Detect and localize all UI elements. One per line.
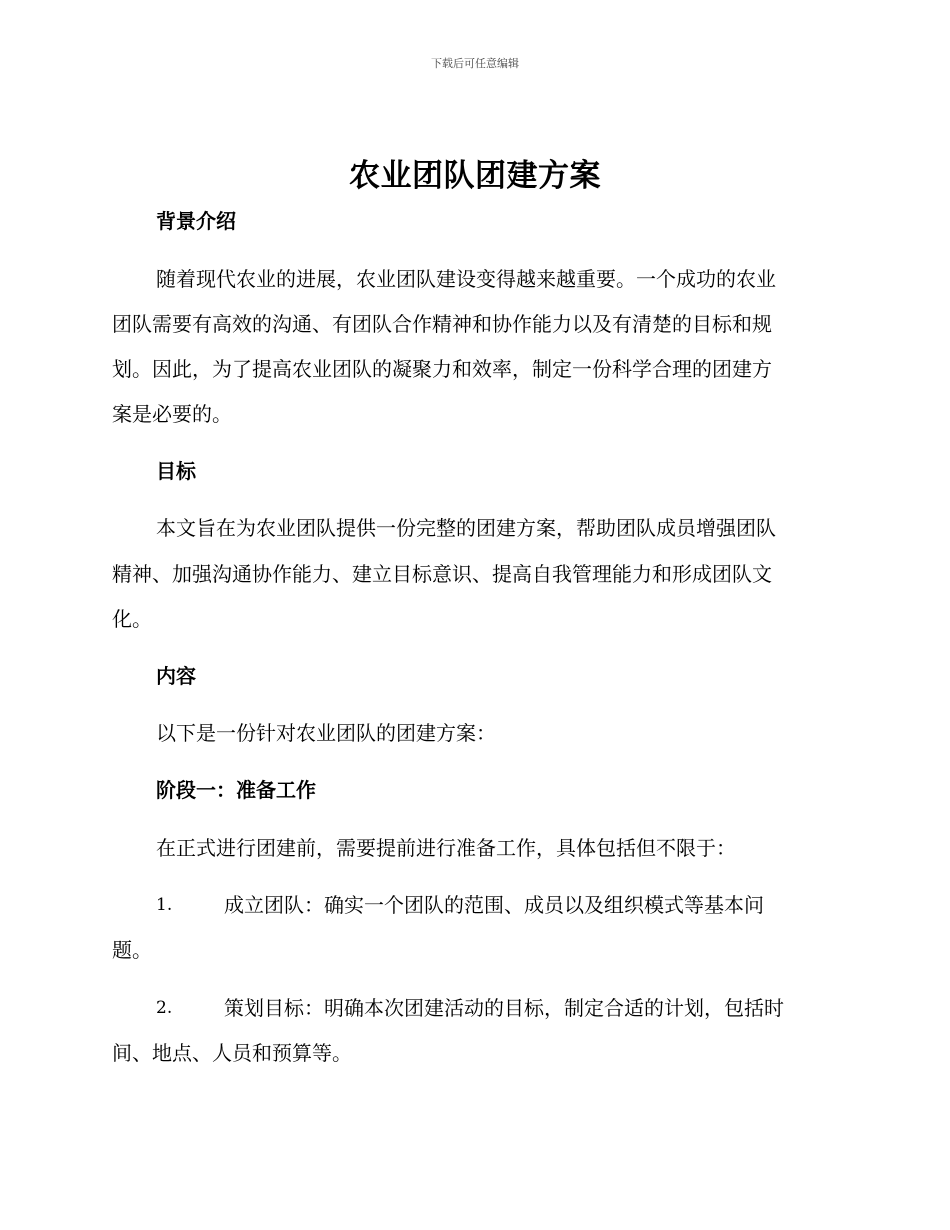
- list-item-continuation: 间、地点、人员和预算等。: [112, 1041, 352, 1065]
- document-title: 农业团队团建方案: [349, 158, 601, 194]
- header-note: 下载后可任意编辑: [431, 57, 519, 70]
- content-intro: 以下是一份针对农业团队的团建方案：: [156, 721, 496, 745]
- paragraph-line: 化。: [112, 607, 152, 631]
- list-item-number: 1.: [156, 895, 173, 915]
- section-heading-goal: 目标: [156, 459, 196, 483]
- paragraph-line: 本文旨在为农业团队提供一份完整的团建方案，帮助团队成员增强团队: [156, 516, 776, 540]
- list-item-text: 策划目标：明确本次团建活动的目标，制定合适的计划，包括时: [224, 996, 784, 1020]
- paragraph-line: 划。因此，为了提高农业团队的凝聚力和效率，制定一份科学合理的团建方: [112, 357, 772, 381]
- paragraph-line: 团队需要有高效的沟通、有团队合作精神和协作能力以及有清楚的目标和规: [112, 312, 772, 336]
- list-item-text: 成立团队：确实一个团队的范围、成员以及组织模式等基本问: [224, 893, 764, 917]
- paragraph-line: 精神、加强沟通协作能力、建立目标意识、提高自我管理能力和形成团队文: [112, 562, 772, 586]
- stage-heading: 阶段一：准备工作: [156, 778, 316, 802]
- section-heading-content: 内容: [156, 664, 196, 688]
- list-item-continuation: 题。: [112, 938, 152, 962]
- list-item-number: 2.: [156, 998, 173, 1018]
- paragraph-line: 案是必要的。: [112, 402, 232, 426]
- paragraph-line: 随着现代农业的进展，农业团队建设变得越来越重要。一个成功的农业: [156, 267, 776, 291]
- stage-intro: 在正式进行团建前，需要提前进行准备工作，具体包括但不限于：: [156, 836, 736, 860]
- section-heading-background: 背景介绍: [156, 209, 236, 233]
